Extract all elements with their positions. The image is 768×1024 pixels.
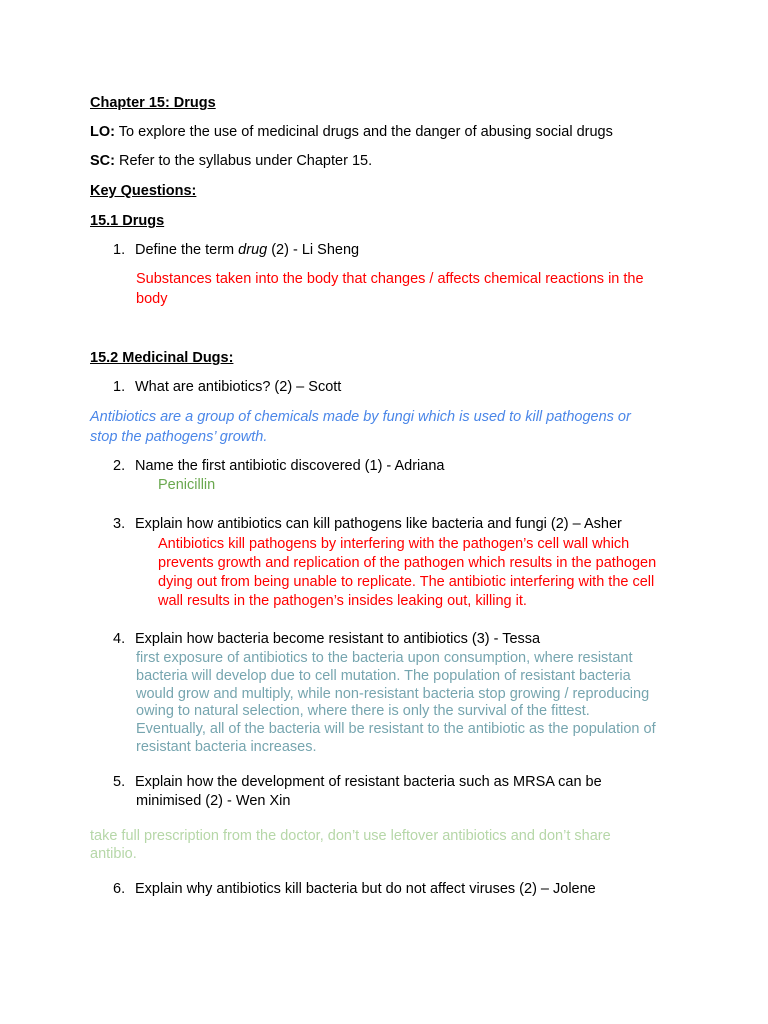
question-15-2-5-line-2: minimised (2) - Wen Xin [136,793,291,809]
answer-15-1-1-line-2: body [136,291,168,307]
question-15-2-5 [113,773,602,792]
question-15-2-4 [113,630,540,649]
answer-15-2-4-line-5: Eventually, all of the bacteria will be resistant to the antibiotic as the population of [136,721,656,737]
key-questions-heading: Key Questions: [90,183,197,199]
question-number: 6. [113,881,126,897]
question-15-2-1 [113,378,341,397]
answer-15-2-4-line-1: first exposure of antibiotics to the bacteria upon consumption, where resistant [136,650,633,666]
lo-label: LO: [90,124,115,140]
answer-15-1-1-line-1: Substances taken into the body that changes / affects chemical reactions in the [136,271,644,287]
question-number: 5. [113,774,126,790]
question-text: Explain how antibiotics can kill pathogens like bacteria and fungi (2) – Asher [135,516,622,532]
chapter-heading: Chapter 15: Drugs [90,95,216,111]
question-text: Explain how bacteria become resistant to antibiotics (3) - Tessa [135,631,541,647]
question-number: 2. [113,458,126,474]
sc-label: SC: [90,153,115,169]
question-15-1-1 [113,241,359,260]
answer-15-2-4-line-2: bacteria will develop due to cell mutation. The population of resistant bacteria [136,668,631,684]
sc-text: Refer to the syllabus under Chapter 15. [114,153,373,169]
answer-15-2-5-line-2: antibio. [90,846,137,862]
answer-15-2-5-line-1: take full prescription from the doctor, don’t use leftover antibiotics and don’t share [90,828,611,844]
question-text: Explain how the development of resistant bacteria such as MRSA can be [135,774,602,790]
question-text: What are antibiotics? (2) – Scott [135,379,342,395]
answer-15-2-3-line-2: prevents growth and replication of the pathogen which results in the pathogen [158,555,657,571]
answer-15-2-3-line-4: wall results in the pathogen’s insides leaking out, killing it. [158,593,527,609]
lo-text: To explore the use of medicinal drugs and the danger of abusing social drugs [114,124,613,140]
answer-15-2-3-line-1: Antibiotics kill pathogens by interfering with the pathogen’s cell wall which [158,536,630,552]
answer-15-2-3-line-3: dying out from being unable to replicate. The antibiotic interfering with the cell [158,574,655,590]
learning-objective [90,123,613,142]
question-15-2-3 [113,515,622,534]
question-text: Define the term [135,242,239,258]
section-15-1-title: 15.1 Drugs [90,213,165,229]
answer-15-2-4-line-3: would grow and multiply, while non-resistant bacteria stop growing / reproducing [136,686,650,702]
question-number: 4. [113,631,126,647]
question-italic-term: drug [238,242,268,258]
question-number: 1. [113,379,126,395]
answer-15-2-4-line-6: resistant bacteria increases. [136,739,317,755]
answer-15-2-4-line-4: owing to natural selection, where there is only the survival of the fittest. [136,703,590,719]
question-text: Explain why antibiotics kill bacteria but do not affect viruses (2) – Jolene [135,881,596,897]
question-15-2-6 [113,880,596,899]
question-text: Name the first antibiotic discovered (1) - Adriana [135,458,445,474]
question-number: 3. [113,516,126,532]
answer-15-2-1-line-2: stop the pathogens’ growth. [90,429,268,445]
question-number: 1. [113,242,126,258]
answer-15-2-1-line-1: Antibiotics are a group of chemicals made by fungi which is used to kill pathogens or [90,409,631,425]
section-15-2-title: 15.2 Medicinal Dugs: [90,350,234,366]
question-15-2-2 [113,457,444,476]
success-criteria [90,152,372,171]
question-text-tail: (2) - Li Sheng [267,242,360,258]
answer-15-2-2: Penicillin [158,477,216,493]
